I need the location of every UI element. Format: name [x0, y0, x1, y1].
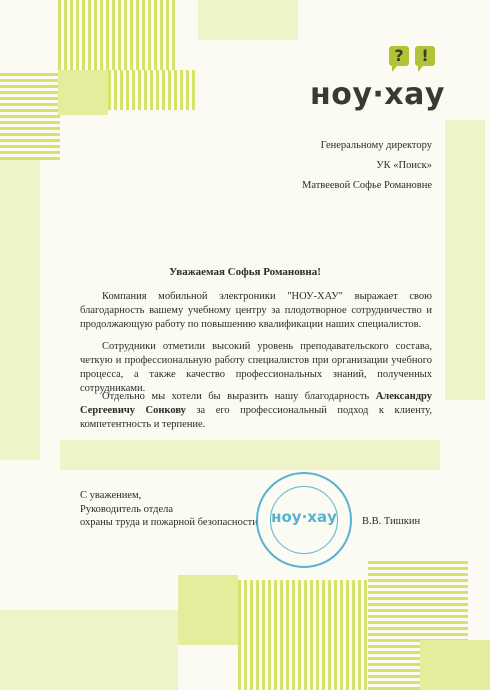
pattern-top-right-soft	[198, 0, 298, 40]
paragraph-3-start: Отдельно мы хотели бы выразить нашу благодарность	[102, 391, 370, 402]
pattern-left-column	[0, 160, 40, 460]
paragraph-2-text: Сотрудники отметили высокий уровень преподавательского состава, четкую и профессиональную работу специалистов при организации учебного процесса, а также качество профессиональных знаний, полученных сотрудниками.	[80, 341, 432, 394]
exclamation-bubble-icon: !	[415, 46, 435, 66]
addressee-line-1: Генеральному директору	[320, 140, 432, 151]
pattern-bottom-corner	[420, 640, 490, 690]
paragraph-1-text: Компания мобильной электроники "НОУ-ХАУ" выражает свою благодарность вашему учебному центру за плодотворное сотрудничество и продолжающую работу по повышению квалификации наших специалистов.	[80, 291, 432, 330]
pattern-top-left-block	[58, 70, 108, 115]
pattern-top-left-band	[0, 70, 60, 160]
paragraph-2	[80, 340, 432, 396]
pattern-top-left	[58, 0, 178, 70]
logo-wordmark: ноу·хау	[310, 77, 445, 112]
pattern-top-band	[108, 70, 198, 110]
question-bubble-icon: ?	[389, 46, 409, 66]
pattern-bottom-stripes	[238, 580, 368, 690]
position-line-2: охраны труда и пожарной безопасности	[80, 517, 258, 528]
closing: С уважением,	[80, 490, 142, 501]
pattern-right-column	[445, 120, 485, 400]
logo-icons	[389, 46, 439, 76]
addressee-line-3: Матвеевой Софье Романовне	[301, 180, 432, 191]
paragraph-3-end: за его профессиональный подход к клиенту, компетентность и терпение.	[80, 405, 433, 430]
stamp-text: ноу·хау	[271, 508, 337, 526]
position-line-1: Руководитель отдела	[80, 503, 174, 515]
pattern-bottom-left-soft	[0, 610, 178, 690]
paragraph-1	[80, 290, 432, 332]
company-stamp	[256, 472, 352, 568]
paragraph-3	[80, 390, 432, 432]
employee-name: Александру Сергеевичу Сонкову	[80, 391, 432, 416]
addressee-line-2: УК «Поиск»	[376, 160, 432, 171]
signatory-name: В.В. Тишкин	[362, 516, 421, 527]
greeting: Уважаемая Софья Романовна!	[169, 266, 321, 278]
pattern-bottom-block	[178, 575, 238, 645]
signature-block	[80, 489, 258, 530]
pattern-center-soft	[60, 440, 440, 470]
